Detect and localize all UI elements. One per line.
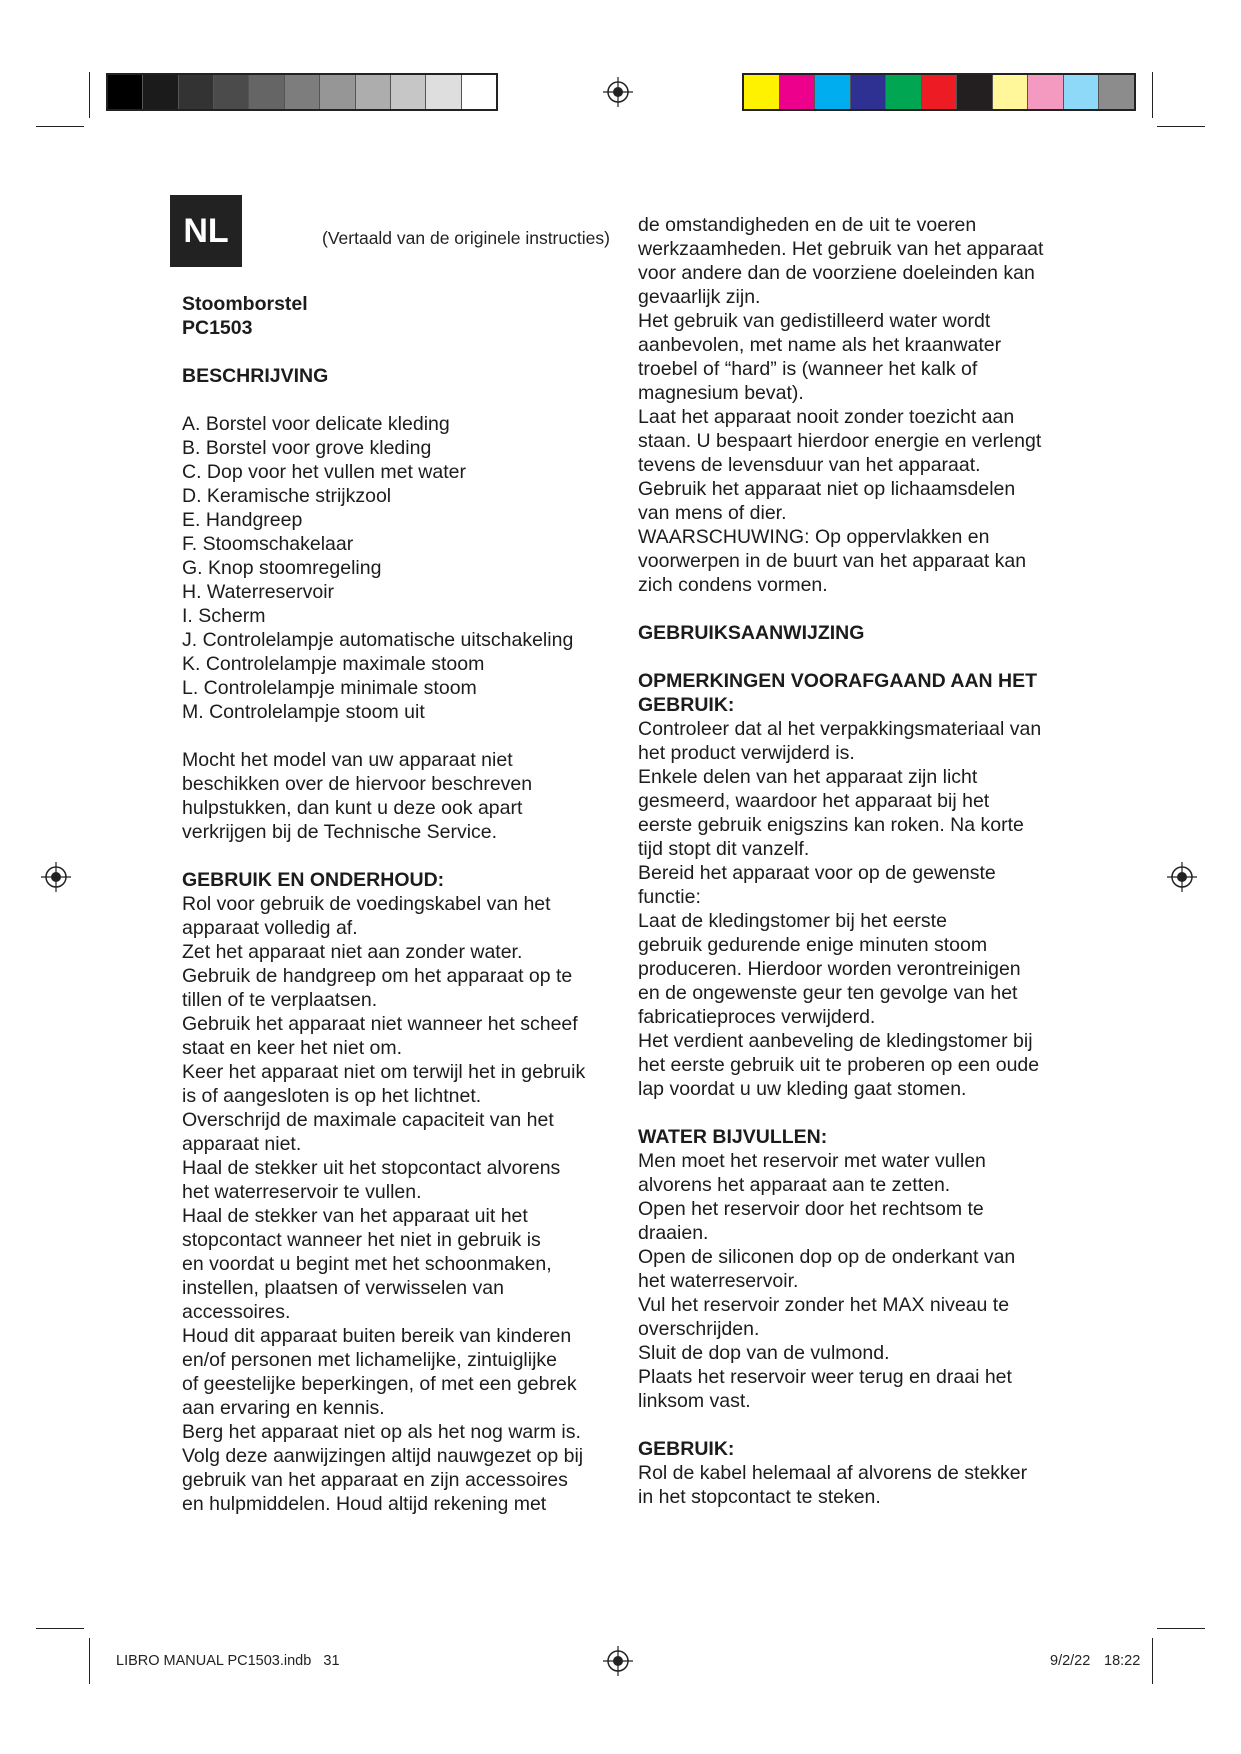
paragraph-line: beschikken over de hiervoor beschreven [182, 773, 533, 795]
paragraph-line: Haal de stekker van het apparaat uit het [182, 1205, 528, 1227]
paragraph-line: fabricatieproces verwijderd. [638, 1006, 876, 1028]
paragraph-line: instellen, plaatsen of verwisselen van [182, 1277, 504, 1299]
crop-mark-top-right-v [1152, 72, 1153, 118]
color-swatch [320, 75, 355, 109]
usage-heading: GEBRUIK: [638, 1438, 735, 1460]
paragraph-line: Volg deze aanwijzingen altijd nauwgezet op bij [182, 1445, 584, 1467]
paragraph-line: is of aangesloten is op het lichtnet. [182, 1085, 482, 1107]
list-item: E. Handgreep [182, 509, 303, 531]
paragraph-line: werkzaamheden. Het gebruik van het apparaat [638, 238, 1044, 260]
footer-date: 9/2/22 [1050, 1653, 1091, 1669]
paragraph-line: Gebruik de handgreep om het apparaat op te [182, 965, 573, 987]
pre-use-heading-cont: GEBRUIK: [638, 694, 735, 716]
product-name: Stoomborstel [182, 293, 308, 315]
paragraph-line: Vul het reservoir zonder het MAX niveau te [638, 1294, 1010, 1316]
paragraph-line: en/of personen met lichamelijke, zintuiglijke [182, 1349, 558, 1371]
paragraph-line: het waterreservoir. [638, 1270, 799, 1292]
paragraph-line: tevens de levensduur van het apparaat. [638, 454, 981, 476]
registration-mark-top-icon [603, 77, 633, 107]
color-swatch [426, 75, 461, 109]
color-swatch [993, 75, 1029, 109]
list-item: F. Stoomschakelaar [182, 533, 354, 555]
crop-mark-top-left-h [36, 126, 84, 127]
footer-time: 18:22 [1104, 1653, 1141, 1669]
paragraph-line: Controleer dat al het verpakkingsmateriaal van [638, 718, 1042, 740]
paragraph-line: zich condens vormen. [638, 574, 828, 596]
list-item: G. Knop stoomregeling [182, 557, 382, 579]
color-swatch [285, 75, 320, 109]
paragraph-line: hulpstukken, dan kunt u deze ook apart [182, 797, 523, 819]
paragraph-line: aanbevolen, met name als het kraanwater [638, 334, 1002, 356]
paragraph-line: Het gebruik van gedistilleerd water wordt [638, 310, 991, 332]
color-swatch [744, 75, 780, 109]
paragraph-line: Houd dit apparaat buiten bereik van kinderen [182, 1325, 572, 1347]
paragraph-line: Rol de kabel helemaal af alvorens de stekker [638, 1462, 1028, 1484]
paragraph-line: overschrijden. [638, 1318, 760, 1340]
paragraph-line: aan ervaring en kennis. [182, 1397, 385, 1419]
color-swatch [851, 75, 887, 109]
product-model: PC1503 [182, 317, 253, 339]
color-swatch [886, 75, 922, 109]
paragraph-line: functie: [638, 886, 701, 908]
paragraph-line: Het verdient aanbeveling de kledingstomer bij [638, 1030, 1033, 1052]
paragraph-line: WAARSCHUWING: Op oppervlakken en [638, 526, 990, 548]
color-swatch [1028, 75, 1064, 109]
color-swatch [391, 75, 426, 109]
paragraph-line: gebruik gedurende enige minuten stoom [638, 934, 988, 956]
paragraph-line: produceren. Hierdoor worden verontreinigen [638, 958, 1021, 980]
paragraph-line: Open het reservoir door het rechtsom te [638, 1198, 984, 1220]
paragraph-line: stopcontact wanneer het niet in gebruik is [182, 1229, 541, 1251]
crop-mark-top-right-h [1157, 126, 1205, 127]
description-heading: BESCHRIJVING [182, 365, 329, 387]
registration-mark-bottom-icon [603, 1646, 633, 1676]
instructions-heading: GEBRUIKSAANWIJZING [638, 622, 865, 644]
crop-mark-bottom-left-h [36, 1628, 84, 1629]
left-column [182, 292, 614, 1516]
crop-mark-top-left-v [89, 72, 90, 118]
registration-mark-left-icon [41, 862, 71, 892]
parts-list [182, 412, 614, 724]
paragraph-line: tillen of te verplaatsen. [182, 989, 378, 1011]
paragraph-line: verkrijgen bij de Technische Service. [182, 821, 498, 843]
paragraph-line: Laat de kledingstomer bij het eerste [638, 910, 947, 932]
list-item: B. Borstel voor grove kleding [182, 437, 432, 459]
color-swatch [922, 75, 958, 109]
color-swatch [214, 75, 249, 109]
list-item: C. Dop voor het vullen met water [182, 461, 466, 483]
color-swatch [179, 75, 214, 109]
paragraph-line: apparaat volledig af. [182, 917, 358, 939]
color-swatch [780, 75, 816, 109]
color-swatch [108, 75, 143, 109]
right-column [638, 213, 1068, 1509]
paragraph-line: accessoires. [182, 1301, 291, 1323]
paragraph-line: voorwerpen in de buurt van het apparaat kan [638, 550, 1027, 572]
paragraph-line: Gebruik het apparaat niet wanneer het scheef [182, 1013, 578, 1035]
paragraph-line: het waterreservoir te vullen. [182, 1181, 422, 1203]
language-tab: NL [170, 195, 242, 267]
color-swatch [356, 75, 391, 109]
paragraph-line: het product verwijderd is. [638, 742, 855, 764]
paragraph-line: tijd stopt dit vanzelf. [638, 838, 810, 860]
paragraph-line: magnesium bevat). [638, 382, 804, 404]
paragraph-line: alvorens het apparaat aan te zetten. [638, 1174, 951, 1196]
list-item: H. Waterreservoir [182, 581, 335, 603]
grayscale-calibration-bar [106, 73, 498, 111]
paragraph-line: gebruik van het apparaat en zijn accessoires [182, 1469, 568, 1491]
color-swatch [462, 75, 496, 109]
paragraph-line: Bereid het apparaat voor op de gewenste [638, 862, 996, 884]
list-item: K. Controlelampje maximale stoom [182, 653, 485, 675]
list-item: L. Controlelampje minimale stoom [182, 677, 477, 699]
paragraph-line: van mens of dier. [638, 502, 787, 524]
paragraph-line: gevaarlijk zijn. [638, 286, 761, 308]
paragraph-line: troebel of “hard” is (wanneer het kalk of [638, 358, 978, 380]
color-swatch [1064, 75, 1100, 109]
list-item: D. Keramische strijkzool [182, 485, 392, 507]
paragraph-line: linksom vast. [638, 1390, 751, 1412]
paragraph-line: de omstandigheden en de uit te voeren [638, 214, 977, 236]
paragraph-line: draaien. [638, 1222, 709, 1244]
color-swatch [1099, 75, 1134, 109]
paragraph-line: eerste gebruik enigszins kan roken. Na korte [638, 814, 1024, 836]
paragraph-line: Overschrijd de maximale capaciteit van het [182, 1109, 554, 1131]
paragraph-line: Men moet het reservoir met water vullen [638, 1150, 986, 1172]
color-swatch [957, 75, 993, 109]
use-maintenance-heading: GEBRUIK EN ONDERHOUD: [182, 869, 445, 891]
crop-mark-bottom-right-h [1157, 1628, 1205, 1629]
paragraph-line: Zet het apparaat niet aan zonder water. [182, 941, 523, 963]
color-swatch [143, 75, 178, 109]
paragraph-line: Gebruik het apparaat niet op lichaamsdelen [638, 478, 1016, 500]
paragraph-line: Berg het apparaat niet op als het nog warm is. [182, 1421, 581, 1443]
paragraph-line: het eerste gebruik uit te proberen op een oude [638, 1054, 1040, 1076]
paragraph-line: of geestelijke beperkingen, of met een gebrek [182, 1373, 577, 1395]
paragraph-line: gesmeerd, waardoor het apparaat bij het [638, 790, 990, 812]
paragraph-line: Haal de stekker uit het stopcontact alvorens [182, 1157, 561, 1179]
footer-file-name: LIBRO MANUAL PC1503.indb 31 [116, 1653, 340, 1669]
paragraph-line: en hulpmiddelen. Houd altijd rekening met [182, 1493, 547, 1515]
list-item: I. Scherm [182, 605, 266, 627]
paragraph-line: lap voordat u uw kleding gaat stomen. [638, 1078, 967, 1100]
paragraph-line: Plaats het reservoir weer terug en draai het [638, 1366, 1012, 1388]
paragraph-line: Open de siliconen dop op de onderkant van [638, 1246, 1016, 1268]
registration-mark-right-icon [1167, 862, 1197, 892]
paragraph-line: en voordat u begint met het schoonmaken, [182, 1253, 552, 1275]
list-item: J. Controlelampje automatische uitschakeling [182, 629, 574, 651]
paragraph-line: apparaat niet. [182, 1133, 302, 1155]
color-calibration-bar [742, 73, 1136, 111]
paragraph-line: Mocht het model van uw apparaat niet [182, 749, 513, 771]
color-swatch [249, 75, 284, 109]
paragraph-line: en de ongewenste geur ten gevolge van het [638, 982, 1018, 1004]
pre-use-heading: OPMERKINGEN VOORAFGAAND AAN HET [638, 670, 1038, 692]
water-refill-heading: WATER BIJVULLEN: [638, 1126, 828, 1148]
paragraph-line: Enkele delen van het apparaat zijn licht [638, 766, 978, 788]
list-item: M. Controlelampje stoom uit [182, 701, 425, 723]
crop-mark-bottom-right-v [1152, 1638, 1153, 1684]
paragraph-line: staan. U bespaart hierdoor energie en verlengt [638, 430, 1042, 452]
paragraph-line: Sluit de dop van de vulmond. [638, 1342, 890, 1364]
list-item: A. Borstel voor delicate kleding [182, 413, 450, 435]
paragraph-line: in het stopcontact te steken. [638, 1486, 881, 1508]
paragraph-line: Keer het apparaat niet om terwijl het in gebruik [182, 1061, 586, 1083]
paragraph-line: staat en keer het niet om. [182, 1037, 403, 1059]
paragraph-line: Rol voor gebruik de voedingskabel van het [182, 893, 551, 915]
crop-mark-bottom-left-v [89, 1638, 90, 1684]
paragraph-line: Laat het apparaat nooit zonder toezicht aan [638, 406, 1015, 428]
color-swatch [815, 75, 851, 109]
translation-note: (Vertaald van de originele instructies) [322, 228, 610, 248]
paragraph-line: voor andere dan de voorziene doeleinden kan [638, 262, 1035, 284]
